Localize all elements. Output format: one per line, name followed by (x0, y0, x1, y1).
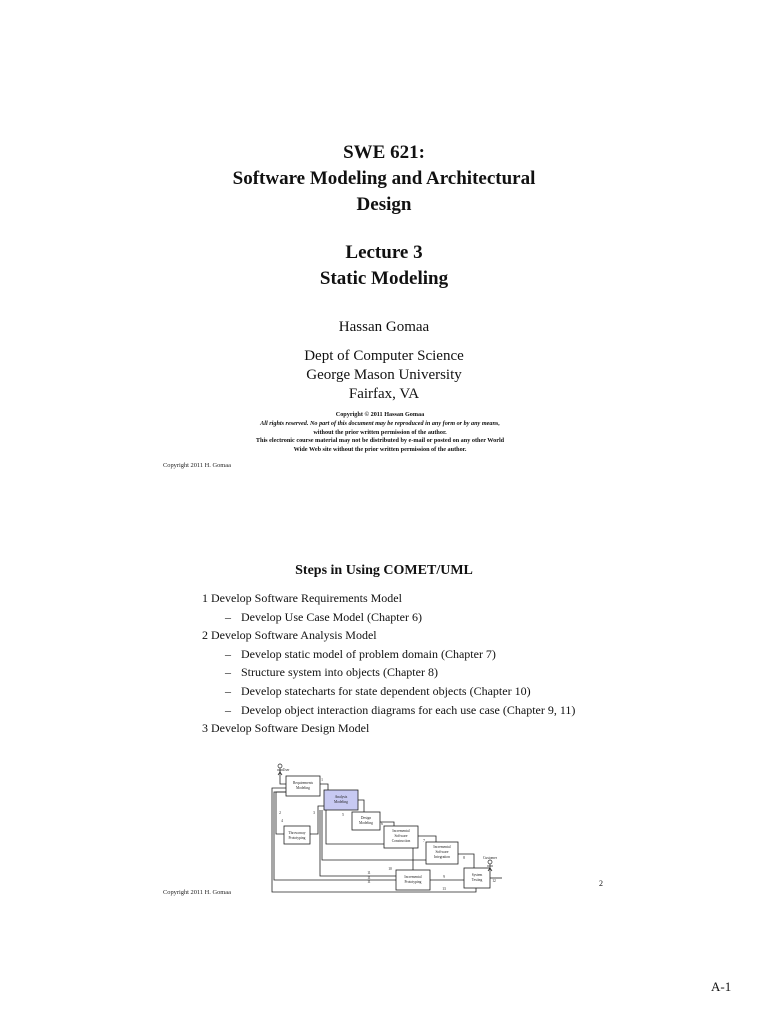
steps-list (202, 589, 575, 738)
system-testing-label-2: Testing (471, 878, 483, 882)
topic-line: Static Modeling (319, 268, 449, 289)
inc-prototyping-label-2: Prototyping (404, 880, 422, 884)
lecture-block (0, 240, 768, 292)
edge-number: 11 (367, 871, 371, 875)
comet-lifecycle-diagram (268, 762, 508, 894)
edge-number: 4 (281, 819, 283, 823)
construction-label-2: Software (394, 834, 408, 838)
design-label-2: Modeling (359, 821, 373, 825)
construction-label-3: Construction (391, 839, 411, 843)
dash: – (225, 683, 231, 698)
edge-number: 9 (443, 875, 445, 879)
location: Fairfax, VA (348, 386, 420, 402)
requirements-label-2: Modeling (296, 786, 310, 790)
integration-label-3: Integration (434, 855, 450, 859)
throwaway-box (284, 826, 310, 844)
slide1-footer: Copyright 2011 H. Gomaa (163, 462, 231, 469)
title-line-2: Design (356, 194, 412, 215)
rights-line-2: without the prior written permission of the author. (313, 428, 447, 436)
department: Dept of Computer Science (304, 348, 464, 364)
step-1-sub-1 (202, 608, 575, 627)
edge-number: 11 (367, 876, 371, 880)
step-2-sub-2 (202, 663, 575, 682)
edge-number: 8 (463, 856, 465, 860)
throwaway-label-1: Throwaway (288, 831, 306, 835)
copyright-notice (200, 411, 560, 454)
rights-line-4: Wide Web site without the prior written permission of the author. (293, 445, 467, 453)
step-2-sub-1 (202, 645, 575, 664)
title-line-1: Software Modeling and Architectural (232, 168, 536, 189)
edge-number: 3 (313, 811, 315, 815)
construction-label-1: Incremental (392, 829, 410, 833)
system-testing-label-1: System (471, 873, 483, 877)
author-block (0, 318, 768, 404)
slide2-footer: Copyright 2011 H. Gomaa (163, 889, 231, 896)
edge-number: 13 (442, 887, 446, 891)
integration-label-1: Incremental (433, 845, 451, 849)
design-label-1: Design (360, 816, 372, 820)
slide2-title: Steps in Using COMET/UML (295, 563, 473, 578)
copyright-title: Copyright © 2011 Hassan Gomaa (335, 411, 425, 418)
edge-number: 11 (367, 880, 371, 884)
user-label: User (282, 768, 290, 772)
course-line: SWE 621: (343, 142, 425, 163)
university: George Mason University (306, 367, 462, 383)
step-3: 3 Develop Software Design Model (202, 721, 370, 736)
edge-number: 7 (423, 839, 425, 843)
dash: – (225, 609, 231, 624)
step-1: 1 Develop Software Requirements Model (202, 591, 402, 605)
analysis-label-2: Modeling (334, 800, 348, 804)
integration-label-2: Software (435, 850, 449, 854)
customer-label: Customer (483, 856, 497, 860)
inc-prototyping-label-1: Incremental (404, 875, 422, 879)
requirements-label-1: Requirements (293, 781, 313, 785)
step-text: Develop Use Case Model (Chapter 6) (241, 609, 422, 624)
step-2-sub-4 (202, 701, 575, 720)
edge-number: 10 (388, 867, 392, 871)
slide1-title-block (0, 140, 768, 218)
edge-number: 2 (279, 811, 281, 815)
analysis-label-1: Analysis (334, 795, 348, 799)
rights-line-1: All rights reserved. No part of this document may be reproduced in any form or by any means, (260, 420, 500, 428)
step-text: Structure system into objects (Chapter 8) (241, 665, 438, 680)
dash: – (225, 702, 231, 717)
edge-number: 6 (381, 822, 383, 826)
slide-page-number: 2 (599, 879, 603, 888)
step-text: Develop statecharts for state dependent objects (Chapter 10) (241, 683, 531, 698)
rights-line-3: This electronic course material may not be distributed by e-mail or posted on any other World (255, 437, 505, 445)
throwaway-label-2: Prototyping (288, 836, 306, 840)
step-text: Develop object interaction diagrams for each use case (Chapter 9, 11) (241, 702, 576, 717)
edge-number: 12 (492, 879, 496, 883)
step-2-sub-3 (202, 682, 575, 701)
author-name: Hassan Gomaa (338, 319, 430, 335)
step-text: Develop static model of problem domain (Chapter 7) (241, 646, 496, 661)
page-label: A-1 (711, 979, 732, 994)
edge-number: 5 (342, 813, 344, 817)
dash: – (225, 646, 231, 661)
lecture-line: Lecture 3 (345, 242, 423, 263)
dash: – (225, 665, 231, 680)
edge-number: 1 (321, 778, 323, 782)
step-2: 2 Develop Software Analysis Model (202, 628, 377, 643)
